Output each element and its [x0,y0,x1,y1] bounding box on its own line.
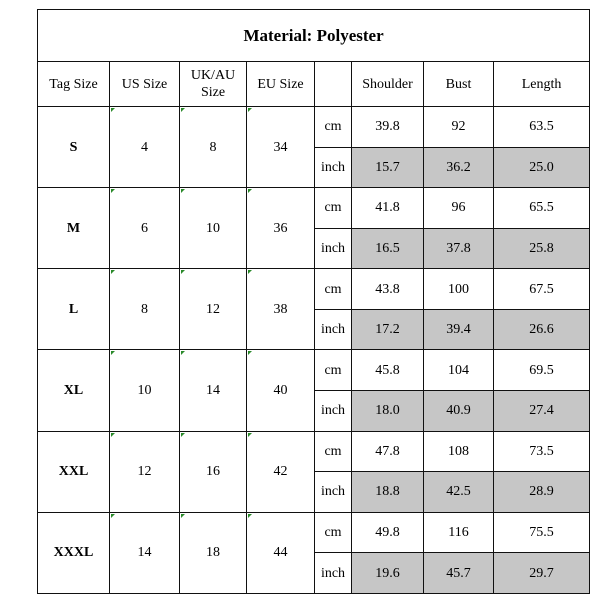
shoulder-inch-cell: 17.2 [352,309,424,350]
tag-size-cell: S [38,107,110,188]
bust-cm-cell: 104 [424,350,494,391]
size-row-cm [38,188,590,229]
bust-inch-cell: 40.9 [424,391,494,432]
shoulder-inch-cell: 19.6 [352,553,424,594]
header-unit [315,62,352,107]
bust-inch-cell: 36.2 [424,147,494,188]
length-cm-cell: 67.5 [494,269,590,310]
eu-size-cell: 36 [247,188,315,269]
header-us-size: US Size [110,62,180,107]
bust-cm-cell: 116 [424,512,494,553]
uk-au-size-cell: 8 [180,107,247,188]
uk-au-size-cell: 18 [180,512,247,593]
length-inch-cell: 25.8 [494,228,590,269]
size-rows [38,107,590,594]
us-size-cell: 14 [110,512,180,593]
tag-size-cell: L [38,269,110,350]
size-row-cm [38,512,590,553]
us-size-cell: 6 [110,188,180,269]
shoulder-inch-cell: 18.8 [352,472,424,513]
tag-size-cell: M [38,188,110,269]
unit-cm-cell: cm [315,107,352,148]
unit-cm-cell: cm [315,350,352,391]
unit-cm-cell: cm [315,188,352,229]
bust-inch-cell: 42.5 [424,472,494,513]
shoulder-cm-cell: 41.8 [352,188,424,229]
header-eu-size: EU Size [247,62,315,107]
shoulder-cm-cell: 49.8 [352,512,424,553]
unit-inch-cell: inch [315,391,352,432]
header-bust: Bust [424,62,494,107]
bust-inch-cell: 37.8 [424,228,494,269]
header-shoulder: Shoulder [352,62,424,107]
size-row-cm [38,107,590,148]
unit-cm-cell: cm [315,431,352,472]
length-cm-cell: 63.5 [494,107,590,148]
us-size-cell: 8 [110,269,180,350]
header-row [38,62,590,107]
shoulder-inch-cell: 18.0 [352,391,424,432]
shoulder-cm-cell: 47.8 [352,431,424,472]
unit-cm-cell: cm [315,269,352,310]
shoulder-cm-cell: 45.8 [352,350,424,391]
us-size-cell: 12 [110,431,180,512]
tag-size-cell: XXL [38,431,110,512]
tag-size-cell: XL [38,350,110,431]
bust-inch-cell: 39.4 [424,309,494,350]
us-size-cell: 10 [110,350,180,431]
bust-cm-cell: 96 [424,188,494,229]
length-cm-cell: 65.5 [494,188,590,229]
shoulder-inch-cell: 15.7 [352,147,424,188]
unit-inch-cell: inch [315,472,352,513]
tag-size-cell: XXXL [38,512,110,593]
us-size-cell: 4 [110,107,180,188]
eu-size-cell: 34 [247,107,315,188]
unit-cm-cell: cm [315,512,352,553]
bust-inch-cell: 45.7 [424,553,494,594]
unit-inch-cell: inch [315,228,352,269]
length-inch-cell: 26.6 [494,309,590,350]
uk-au-size-cell: 10 [180,188,247,269]
bust-cm-cell: 100 [424,269,494,310]
length-cm-cell: 75.5 [494,512,590,553]
unit-inch-cell: inch [315,553,352,594]
uk-au-size-cell: 16 [180,431,247,512]
table-title: Material: Polyester [38,10,590,62]
length-inch-cell: 28.9 [494,472,590,513]
size-row-cm [38,269,590,310]
header-uk-au-size: UK/AU Size [180,62,247,107]
header-tag-size: Tag Size [38,62,110,107]
length-cm-cell: 73.5 [494,431,590,472]
bust-cm-cell: 92 [424,107,494,148]
uk-au-size-cell: 14 [180,350,247,431]
length-cm-cell: 69.5 [494,350,590,391]
bust-cm-cell: 108 [424,431,494,472]
shoulder-cm-cell: 39.8 [352,107,424,148]
header-length: Length [494,62,590,107]
eu-size-cell: 38 [247,269,315,350]
length-inch-cell: 25.0 [494,147,590,188]
unit-inch-cell: inch [315,309,352,350]
length-inch-cell: 29.7 [494,553,590,594]
eu-size-cell: 44 [247,512,315,593]
unit-inch-cell: inch [315,147,352,188]
length-inch-cell: 27.4 [494,391,590,432]
eu-size-cell: 40 [247,350,315,431]
uk-au-size-cell: 12 [180,269,247,350]
size-row-cm [38,350,590,391]
size-row-cm [38,431,590,472]
size-chart-table [37,9,590,594]
title-row [38,10,590,62]
shoulder-inch-cell: 16.5 [352,228,424,269]
eu-size-cell: 42 [247,431,315,512]
shoulder-cm-cell: 43.8 [352,269,424,310]
